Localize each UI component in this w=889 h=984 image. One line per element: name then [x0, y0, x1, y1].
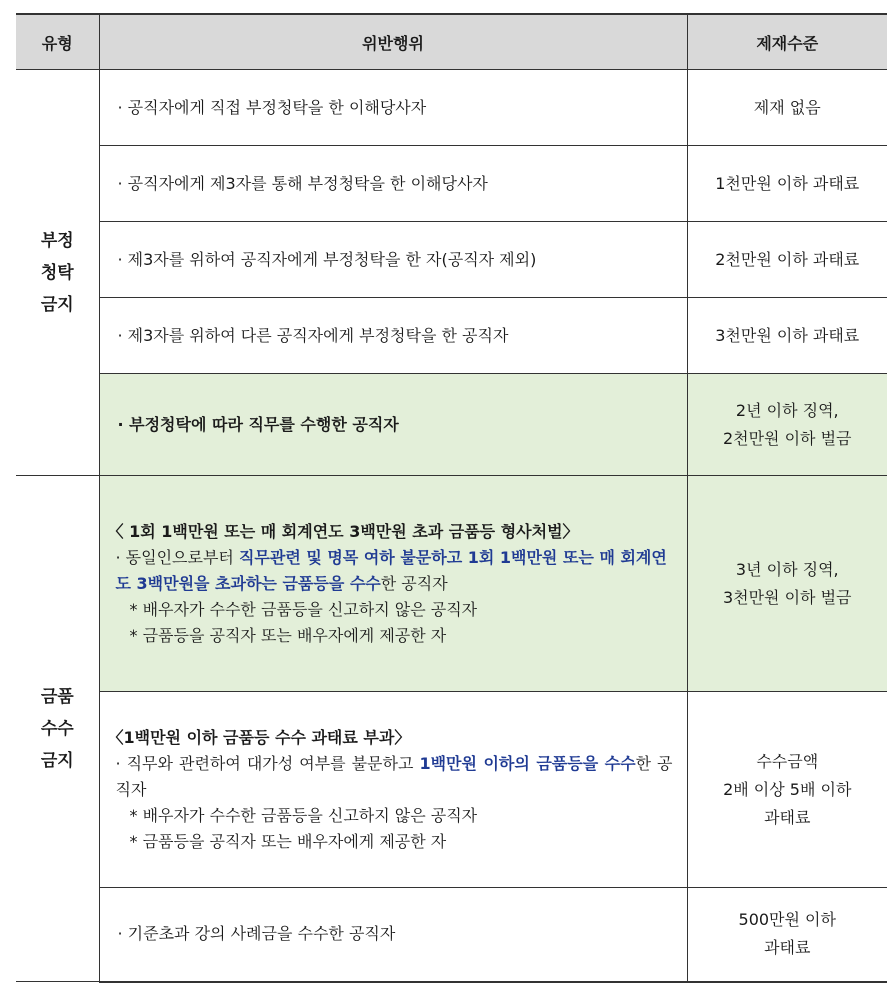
act-tail: 한 공직자	[115, 753, 673, 799]
penalty-cell	[687, 888, 887, 982]
note-line: * 금품등을 공직자 또는 배우자에게 제공한 자	[129, 625, 447, 645]
sanctions-table-wrapper	[16, 13, 887, 983]
table-row	[16, 70, 887, 146]
act-cell: · 공직자에게 제3자를 통해 부정청탁을 한 이해당사자	[99, 146, 687, 222]
table-row	[16, 298, 887, 374]
act-cell	[99, 692, 687, 888]
act-lead: · 동일인으로부터	[115, 547, 239, 567]
group-label-line: 부정	[40, 230, 74, 251]
act-emphasis: 직무관련 및 명목 여하 불문하고 1회 1백만원 또는 매 회계연도 3백만원을 초과하는 금품등을 수수	[115, 547, 667, 593]
penalty-line: 수수금액	[756, 751, 819, 771]
table-row	[16, 692, 887, 888]
table-row	[16, 374, 887, 476]
table-header-row	[16, 14, 887, 70]
act-cell: · 제3자를 위하여 다른 공직자에게 부정청탁을 한 공직자	[99, 298, 687, 374]
penalty-line: 2배 이상 5배 이하	[723, 779, 852, 799]
penalty-cell: 제재 없음	[687, 70, 887, 146]
group-label-line: 청탁	[40, 262, 74, 283]
table-row	[16, 146, 887, 222]
sanctions-table	[16, 13, 887, 983]
act-cell: · 제3자를 위하여 공직자에게 부정청탁을 한 자(공직자 제외)	[99, 222, 687, 298]
group-label-line: 수수	[40, 718, 74, 739]
act-tail: 한 공직자	[380, 573, 448, 593]
act-cell: · 공직자에게 직접 부정청탁을 한 이해당사자	[99, 70, 687, 146]
header-type: 유형	[16, 14, 99, 70]
penalty-line: 과태료	[764, 938, 811, 958]
table-row	[16, 222, 887, 298]
act-emphasis: 1백만원 이하의 금품등을 수수	[419, 753, 636, 773]
penalty-cell: 3천만원 이하 과태료	[687, 298, 887, 374]
table-row	[16, 888, 887, 982]
group-label-line: 금지	[40, 750, 74, 771]
group-label-bribery	[16, 476, 99, 982]
group-label-solicitation	[16, 70, 99, 476]
note-line: * 금품등을 공직자 또는 배우자에게 제공한 자	[129, 831, 447, 851]
group-label-line: 금품	[40, 686, 74, 707]
act-text	[108, 751, 673, 803]
header-act: 위반행위	[99, 14, 687, 70]
act-cell: · 부정청탁에 따라 직무를 수행한 공직자	[99, 374, 687, 476]
penalty-line: 2천만원 이하 벌금	[722, 428, 852, 448]
penalty-line: 과태료	[764, 807, 811, 827]
act-lead: · 직무와 관련하여 대가성 여부를 불문하고	[115, 753, 420, 773]
note-line: * 배우자가 수수한 금품등을 신고하지 않은 공직자	[129, 599, 478, 619]
act-text	[108, 545, 673, 597]
penalty-cell	[687, 476, 887, 692]
note-line: * 배우자가 수수한 금품등을 신고하지 않은 공직자	[129, 805, 478, 825]
penalty-line: 3천만원 이하 벌금	[722, 587, 852, 607]
row-heading: 〈 1회 1백만원 또는 매 회계연도 3백만원 초과 금품등 형사처벌〉	[107, 521, 579, 541]
penalty-line: 3년 이하 징역,	[735, 559, 839, 579]
table-row	[16, 476, 887, 692]
row-heading: 〈1백만원 이하 금품등 수수 과태료 부과〉	[107, 727, 411, 747]
penalty-cell: 2천만원 이하 과태료	[687, 222, 887, 298]
act-cell	[99, 476, 687, 692]
group-label-line: 금지	[40, 294, 74, 315]
penalty-cell	[687, 692, 887, 888]
penalty-line: 2년 이하 징역,	[735, 400, 839, 420]
header-penalty: 제재수준	[687, 14, 887, 70]
penalty-line: 500만원 이하	[738, 910, 836, 930]
penalty-cell: 1천만원 이하 과태료	[687, 146, 887, 222]
penalty-cell	[687, 374, 887, 476]
act-cell: · 기준초과 강의 사례금을 수수한 공직자	[99, 888, 687, 982]
